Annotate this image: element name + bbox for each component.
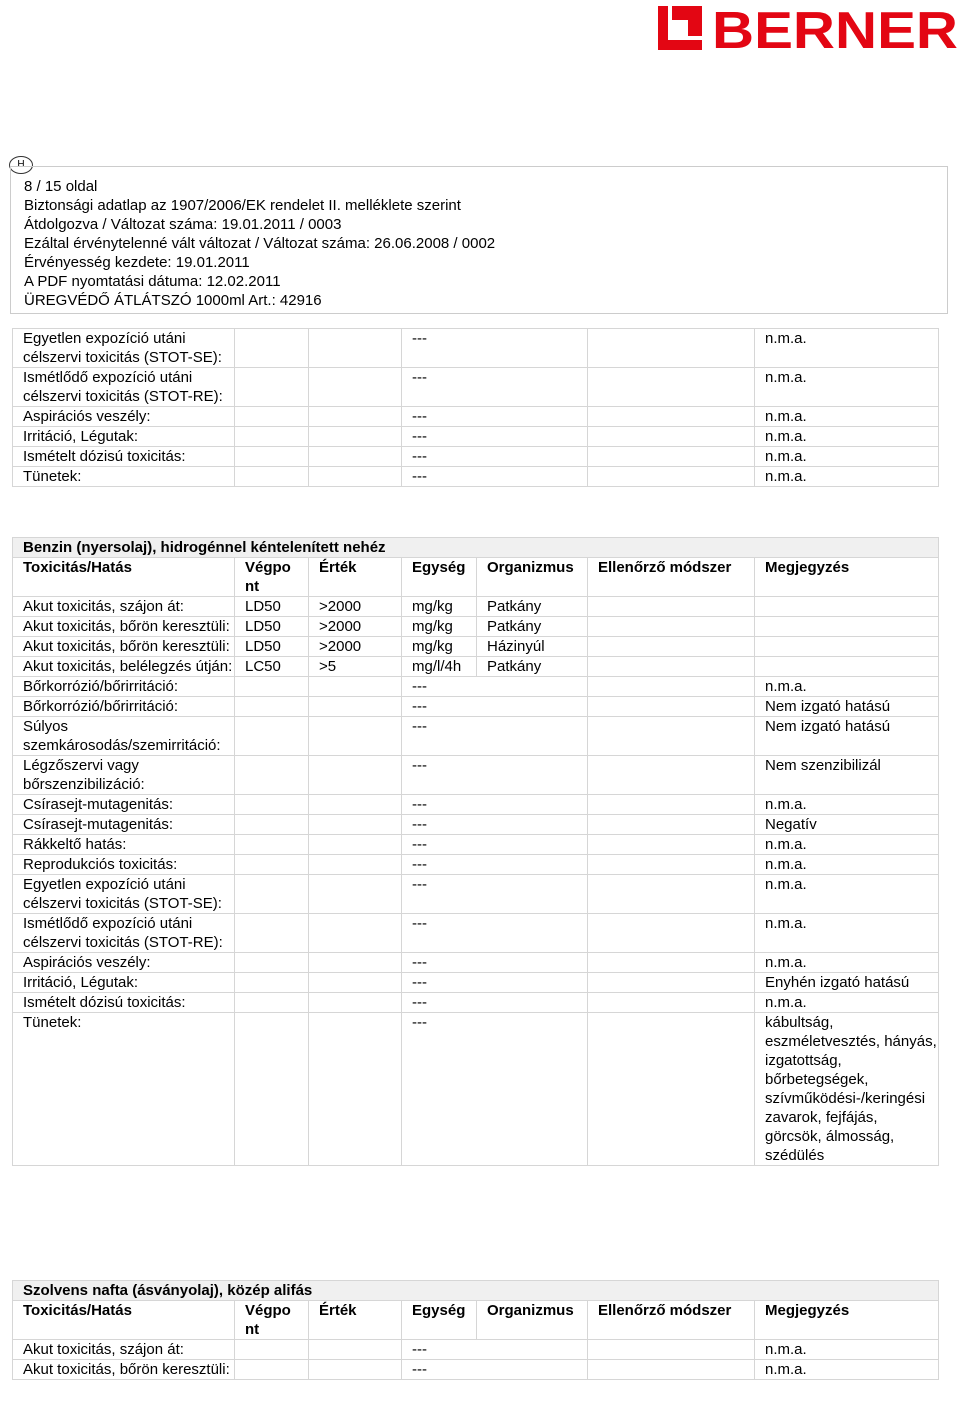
section-title: Szolvens nafta (ásványolaj), közép alifás xyxy=(13,1281,939,1301)
unit-cell: --- xyxy=(402,953,588,973)
method-cell xyxy=(588,407,755,427)
method-cell xyxy=(588,855,755,875)
note-cell: Enyhén izgató hatású xyxy=(755,973,939,993)
method-cell xyxy=(588,953,755,973)
method-cell xyxy=(588,1340,755,1360)
section-title: Benzin (nyersolaj), hidrogénnel kéntelenített nehéz xyxy=(13,538,939,558)
value-cell: >2000 xyxy=(309,617,402,637)
note-cell: n.m.a. xyxy=(755,795,939,815)
table-row xyxy=(13,795,939,815)
endpoint-cell xyxy=(235,329,309,368)
table-row xyxy=(13,427,939,447)
pdf-print-line: A PDF nyomtatási dátuma: 12.02.2011 xyxy=(24,273,281,290)
endpoint-cell: LD50 xyxy=(235,637,309,657)
table-row xyxy=(13,447,939,467)
method-cell xyxy=(588,597,755,617)
toxicity-label: Irritáció, Légutak: xyxy=(13,973,235,993)
unit-cell: --- xyxy=(402,815,588,835)
col-toxicity-header: Toxicitás/Hatás xyxy=(13,558,235,597)
note-cell: Nem izgató hatású xyxy=(755,717,939,756)
method-cell xyxy=(588,617,755,637)
note-cell: Nem szenzibilizál xyxy=(755,756,939,795)
valid-from-line: Érvényesség kezdete: 19.01.2011 xyxy=(24,254,250,271)
toxicity-label: Ismétlődő expozíció utáni célszervi toxicitás (STOT-RE): xyxy=(13,368,235,407)
value-cell xyxy=(309,1360,402,1380)
note-cell: n.m.a. xyxy=(755,407,939,427)
table-row xyxy=(13,914,939,953)
value-cell xyxy=(309,697,402,717)
unit-cell: --- xyxy=(402,677,588,697)
endpoint-cell xyxy=(235,368,309,407)
toxicity-label: Csírasejt-mutagenitás: xyxy=(13,815,235,835)
col-unit-header: Egység xyxy=(402,1301,477,1340)
method-cell xyxy=(588,795,755,815)
method-cell xyxy=(588,914,755,953)
endpoint-cell xyxy=(235,756,309,795)
note-cell: n.m.a. xyxy=(755,855,939,875)
value-cell xyxy=(309,1340,402,1360)
value-cell xyxy=(309,914,402,953)
table-row xyxy=(13,855,939,875)
note-cell: n.m.a. xyxy=(755,1340,939,1360)
value-cell xyxy=(309,993,402,1013)
note-cell xyxy=(755,617,939,637)
value-cell: >2000 xyxy=(309,597,402,617)
toxicity-label: Akut toxicitás, szájon át: xyxy=(13,1340,235,1360)
toxicity-label: Bőrkorrózió/bőrirritáció: xyxy=(13,677,235,697)
unit-cell: mg/l/4h xyxy=(402,657,477,677)
method-cell xyxy=(588,717,755,756)
toxicity-label: Aspirációs veszély: xyxy=(13,407,235,427)
endpoint-cell xyxy=(235,855,309,875)
note-cell: n.m.a. xyxy=(755,677,939,697)
table-row xyxy=(13,717,939,756)
toxicity-label: Akut toxicitás, szájon át: xyxy=(13,597,235,617)
toxicity-label: Rákkeltő hatás: xyxy=(13,835,235,855)
table-row xyxy=(13,953,939,973)
unit-cell: --- xyxy=(402,1340,588,1360)
table-row xyxy=(13,1360,939,1380)
endpoint-cell xyxy=(235,815,309,835)
unit-cell: --- xyxy=(402,697,588,717)
method-cell xyxy=(588,815,755,835)
table-row xyxy=(13,835,939,855)
note-cell: n.m.a. xyxy=(755,993,939,1013)
document-header xyxy=(10,166,948,314)
toxicity-label: Ismételt dózisú toxicitás: xyxy=(13,993,235,1013)
toxicity-label: Tünetek: xyxy=(13,467,235,487)
value-cell xyxy=(309,835,402,855)
toxicity-label: Reprodukciós toxicitás: xyxy=(13,855,235,875)
endpoint-cell xyxy=(235,1340,309,1360)
organism-cell: Patkány xyxy=(477,617,588,637)
value-cell xyxy=(309,447,402,467)
method-cell xyxy=(588,1013,755,1166)
table-row xyxy=(13,993,939,1013)
table-row xyxy=(13,329,939,368)
endpoint-cell xyxy=(235,467,309,487)
unit-cell: --- xyxy=(402,447,588,467)
toxicity-table-1 xyxy=(12,328,939,487)
value-cell xyxy=(309,1013,402,1166)
endpoint-cell xyxy=(235,875,309,914)
unit-cell: --- xyxy=(402,993,588,1013)
unit-cell: --- xyxy=(402,973,588,993)
method-cell xyxy=(588,697,755,717)
unit-cell: --- xyxy=(402,427,588,447)
col-toxicity-header: Toxicitás/Hatás xyxy=(13,1301,235,1340)
table-row xyxy=(13,657,939,677)
col-organism-header: Organizmus xyxy=(477,558,588,597)
endpoint-cell xyxy=(235,447,309,467)
organism-cell: Házinyúl xyxy=(477,637,588,657)
note-cell: n.m.a. xyxy=(755,914,939,953)
toxicity-label: Aspirációs veszély: xyxy=(13,953,235,973)
value-cell xyxy=(309,875,402,914)
endpoint-cell xyxy=(235,427,309,447)
value-cell xyxy=(309,855,402,875)
col-value-header: Érték xyxy=(309,558,402,597)
endpoint-cell xyxy=(235,677,309,697)
table-row xyxy=(13,1340,939,1360)
method-cell xyxy=(588,875,755,914)
unit-cell: --- xyxy=(402,368,588,407)
unit-cell: --- xyxy=(402,914,588,953)
value-cell xyxy=(309,973,402,993)
value-cell xyxy=(309,329,402,368)
endpoint-cell xyxy=(235,835,309,855)
col-endpoint-header: Végpo nt xyxy=(235,1301,309,1340)
toxicity-label: Súlyos szemkárosodás/szemirritáció: xyxy=(13,717,235,756)
col-endpoint-header: Végpo nt xyxy=(235,558,309,597)
method-cell xyxy=(588,993,755,1013)
toxicity-label: Irritáció, Légutak: xyxy=(13,427,235,447)
note-cell xyxy=(755,657,939,677)
unit-cell: --- xyxy=(402,855,588,875)
method-cell xyxy=(588,329,755,368)
col-note-header: Megjegyzés xyxy=(755,1301,939,1340)
unit-cell: mg/kg xyxy=(402,617,477,637)
note-cell: Negatív xyxy=(755,815,939,835)
method-cell xyxy=(588,447,755,467)
method-cell xyxy=(588,835,755,855)
unit-cell: mg/kg xyxy=(402,637,477,657)
language-badge: H xyxy=(9,156,33,174)
toxicity-label: Csírasejt-mutagenitás: xyxy=(13,795,235,815)
endpoint-cell xyxy=(235,1013,309,1166)
value-cell xyxy=(309,756,402,795)
note-cell: kábultság, eszméletvesztés, hányás, izgatottság, bőrbetegségek, szívműködési-/keringési zavarok, fejfájás, görcsök, álmosság, szédülés xyxy=(755,1013,939,1166)
method-cell xyxy=(588,657,755,677)
table-row xyxy=(13,597,939,617)
unit-cell: --- xyxy=(402,329,588,368)
endpoint-cell xyxy=(235,973,309,993)
toxicity-label: Ismétlődő expozíció utáni célszervi toxicitás (STOT-RE): xyxy=(13,914,235,953)
table-row xyxy=(13,467,939,487)
note-cell xyxy=(755,637,939,657)
berner-logo xyxy=(658,4,960,52)
endpoint-cell xyxy=(235,1360,309,1380)
value-cell xyxy=(309,368,402,407)
table-row xyxy=(13,677,939,697)
col-organism-header: Organizmus xyxy=(477,1301,588,1340)
method-cell xyxy=(588,637,755,657)
note-cell xyxy=(755,597,939,617)
value-cell xyxy=(309,467,402,487)
value-cell: >2000 xyxy=(309,637,402,657)
value-cell xyxy=(309,427,402,447)
unit-cell: --- xyxy=(402,467,588,487)
method-cell xyxy=(588,427,755,447)
note-cell: n.m.a. xyxy=(755,1360,939,1380)
table-row xyxy=(13,875,939,914)
note-cell: n.m.a. xyxy=(755,835,939,855)
endpoint-cell: LC50 xyxy=(235,657,309,677)
unit-cell: --- xyxy=(402,835,588,855)
endpoint-cell xyxy=(235,795,309,815)
table-row xyxy=(13,697,939,717)
method-cell xyxy=(588,677,755,697)
value-cell xyxy=(309,815,402,835)
toxicity-label: Akut toxicitás, belélegzés útján: xyxy=(13,657,235,677)
toxicity-label: Akut toxicitás, bőrön keresztüli: xyxy=(13,1360,235,1380)
toxicity-label: Akut toxicitás, bőrön keresztüli: xyxy=(13,637,235,657)
regulation-line: Biztonsági adatlap az 1907/2006/EK rendelet II. melléklete szerint xyxy=(24,197,461,214)
note-cell: n.m.a. xyxy=(755,329,939,368)
unit-cell: --- xyxy=(402,1360,588,1380)
toxicity-label: Egyetlen expozíció utáni célszervi toxicitás (STOT-SE): xyxy=(13,875,235,914)
table-row xyxy=(13,815,939,835)
toxicity-label: Tünetek: xyxy=(13,1013,235,1166)
unit-cell: --- xyxy=(402,717,588,756)
method-cell xyxy=(588,467,755,487)
table-row xyxy=(13,973,939,993)
note-cell: n.m.a. xyxy=(755,467,939,487)
toxicity-label: Ismételt dózisú toxicitás: xyxy=(13,447,235,467)
col-unit-header: Egység xyxy=(402,558,477,597)
note-cell: n.m.a. xyxy=(755,953,939,973)
endpoint-cell: LD50 xyxy=(235,617,309,637)
table-row xyxy=(13,637,939,657)
unit-cell: --- xyxy=(402,756,588,795)
product-line: ÜREGVÉDŐ ÁTLÁTSZÓ 1000ml Art.: 42916 xyxy=(24,292,322,309)
toxicity-label: Akut toxicitás, bőrön keresztüli: xyxy=(13,617,235,637)
endpoint-cell xyxy=(235,993,309,1013)
brand-name: BERNER xyxy=(712,4,958,52)
organism-cell: Patkány xyxy=(477,657,588,677)
table-row xyxy=(13,756,939,795)
table-row xyxy=(13,1013,939,1166)
table-row xyxy=(13,368,939,407)
note-cell: n.m.a. xyxy=(755,447,939,467)
unit-cell: mg/kg xyxy=(402,597,477,617)
toxicity-table-solvent-naphtha xyxy=(12,1280,939,1380)
value-cell xyxy=(309,717,402,756)
table-row xyxy=(13,617,939,637)
method-cell xyxy=(588,1360,755,1380)
table-row xyxy=(13,407,939,427)
method-cell xyxy=(588,756,755,795)
toxicity-label: Egyetlen expozíció utáni célszervi toxicitás (STOT-SE): xyxy=(13,329,235,368)
unit-cell: --- xyxy=(402,795,588,815)
endpoint-cell xyxy=(235,953,309,973)
endpoint-cell: LD50 xyxy=(235,597,309,617)
note-cell: n.m.a. xyxy=(755,875,939,914)
value-cell xyxy=(309,677,402,697)
note-cell: n.m.a. xyxy=(755,368,939,407)
method-cell xyxy=(588,368,755,407)
col-method-header: Ellenőrző módszer xyxy=(588,558,755,597)
value-cell xyxy=(309,795,402,815)
method-cell xyxy=(588,973,755,993)
unit-cell: --- xyxy=(402,407,588,427)
value-cell xyxy=(309,407,402,427)
toxicity-label: Légzőszervi vagy bőrszenzibilizáció: xyxy=(13,756,235,795)
col-method-header: Ellenőrző módszer xyxy=(588,1301,755,1340)
value-cell: >5 xyxy=(309,657,402,677)
note-cell: n.m.a. xyxy=(755,427,939,447)
endpoint-cell xyxy=(235,697,309,717)
page-number: 8 / 15 oldal xyxy=(24,178,98,195)
value-cell xyxy=(309,953,402,973)
endpoint-cell xyxy=(235,717,309,756)
toxicity-table-benzin xyxy=(12,537,939,1166)
organism-cell: Patkány xyxy=(477,597,588,617)
unit-cell: --- xyxy=(402,875,588,914)
endpoint-cell xyxy=(235,407,309,427)
col-note-header: Megjegyzés xyxy=(755,558,939,597)
revision-line: Átdolgozva / Változat száma: 19.01.2011 / 0003 xyxy=(24,216,342,233)
toxicity-label: Bőrkorrózió/bőrirritáció: xyxy=(13,697,235,717)
endpoint-cell xyxy=(235,914,309,953)
unit-cell: --- xyxy=(402,1013,588,1166)
col-value-header: Érték xyxy=(309,1301,402,1340)
replaces-line: Ezáltal érvénytelenné vált változat / Változat száma: 26.06.2008 / 0002 xyxy=(24,235,496,252)
note-cell: Nem izgató hatású xyxy=(755,697,939,717)
